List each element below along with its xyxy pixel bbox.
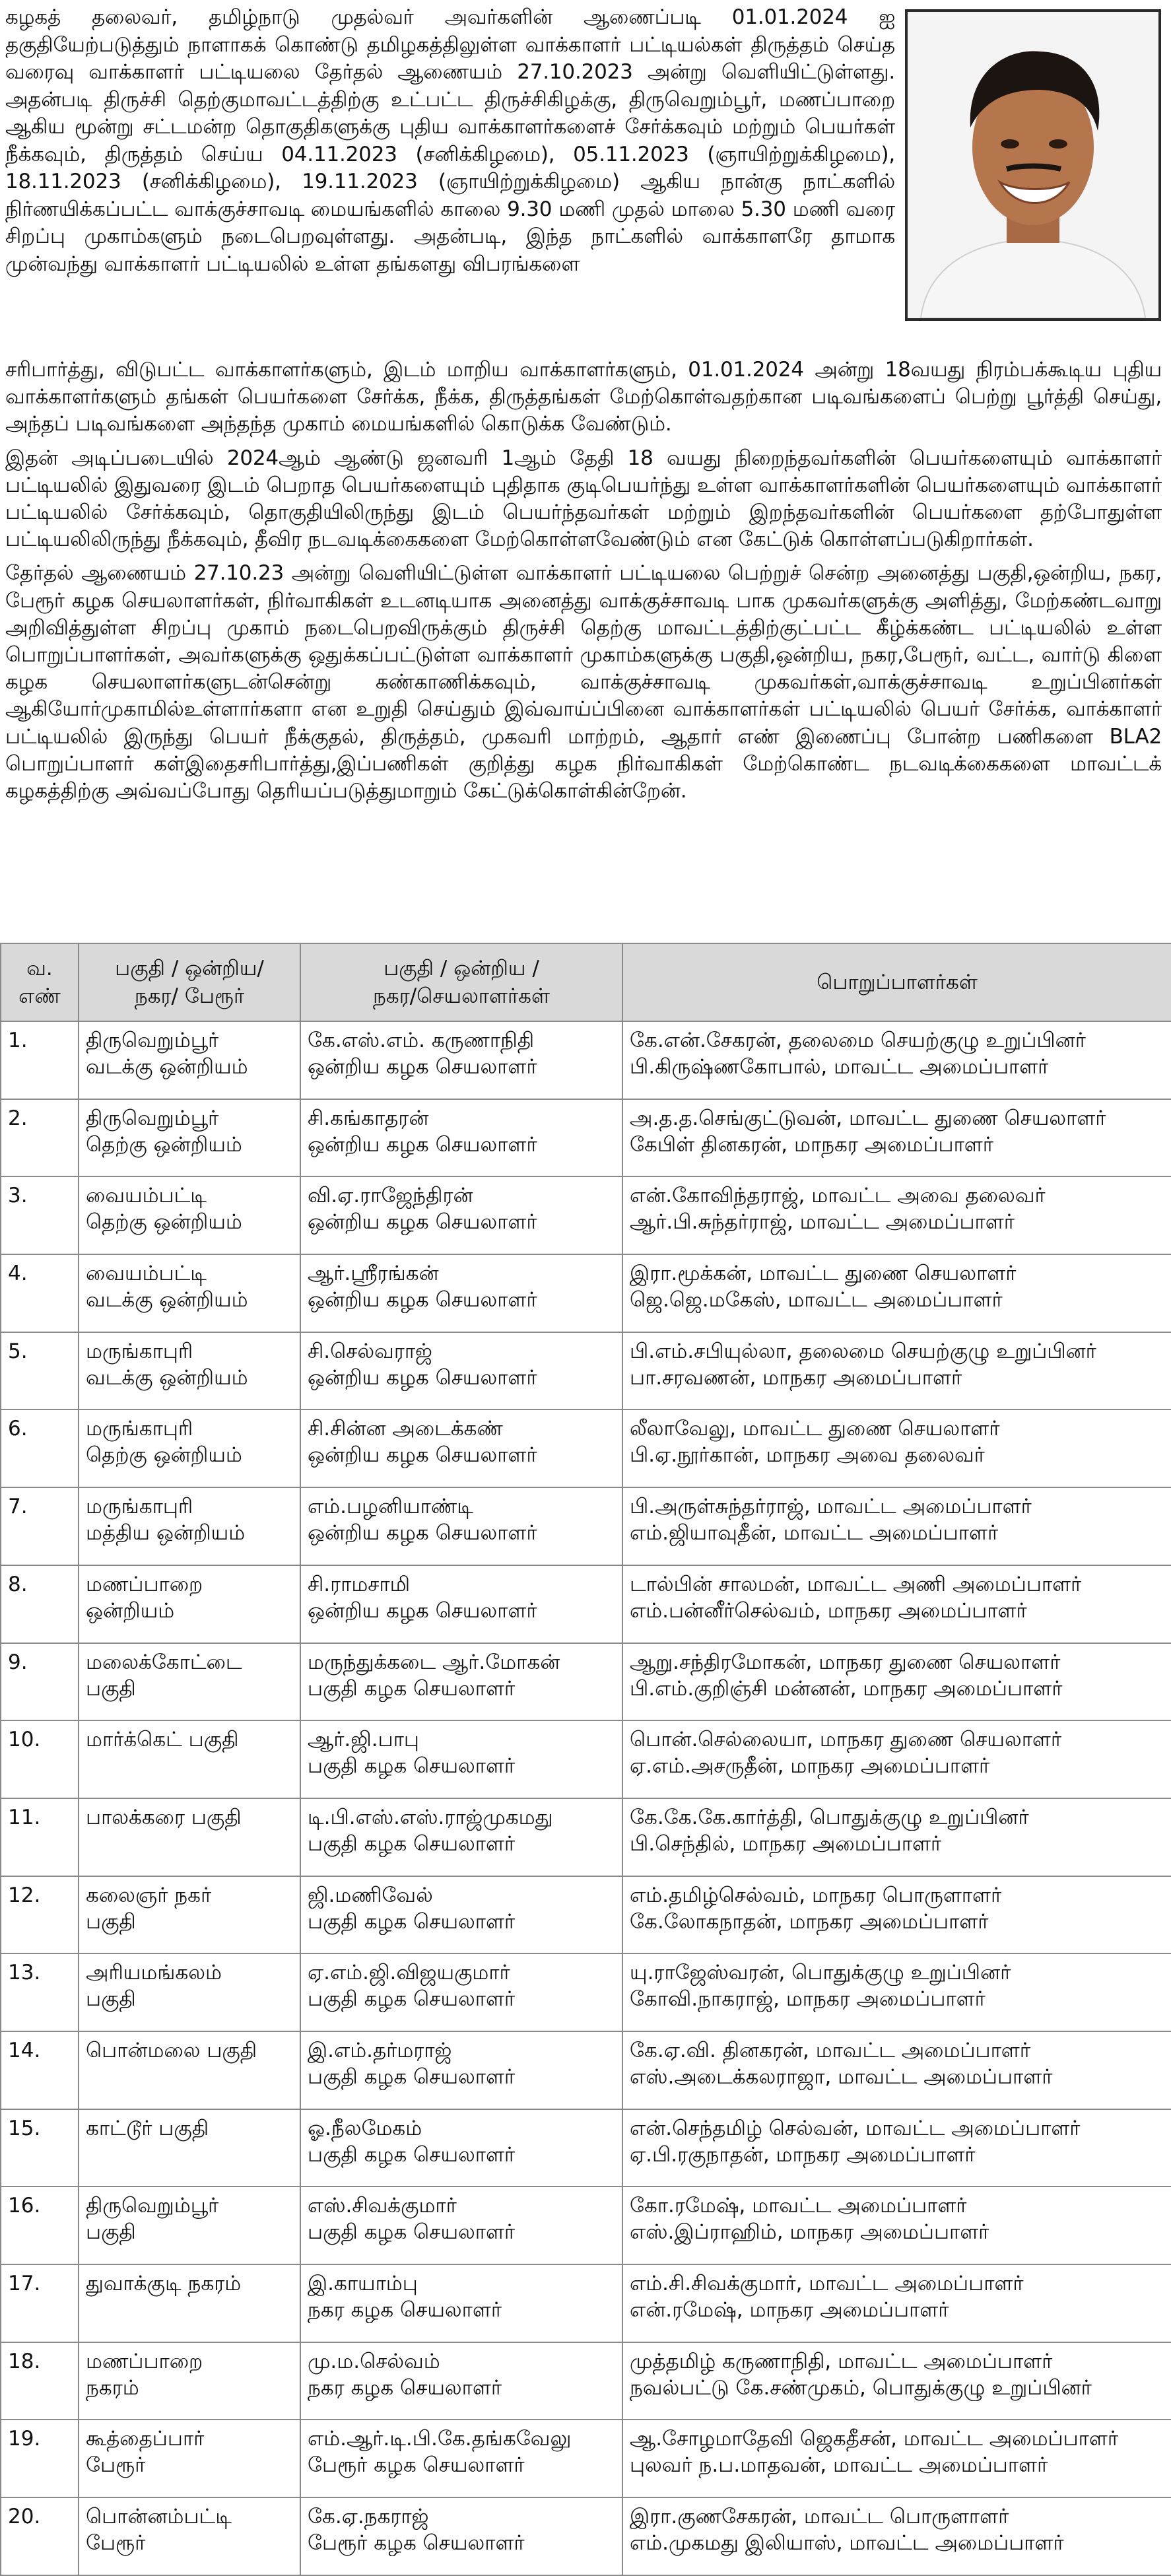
- cell-responsible: முத்தமிழ் கருணாநிதி, மாவட்ட அமைப்பாளர் நவல்பட்டு கே.சண்முகம், பொதுக்குழு உறுப்பினர்: [622, 2342, 1171, 2420]
- cell-serial: 14.: [1, 2031, 79, 2109]
- cell-responsible: கோ.ரமேஷ், மாவட்ட அமைப்பாளர் எஸ்.இப்ராஹிம், மாநகர அமைப்பாளர்: [622, 2186, 1171, 2264]
- cell-area: மருங்காபுரி மத்திய ஒன்றியம்: [79, 1487, 300, 1565]
- cell-serial: 11.: [1, 1798, 79, 1876]
- intro-text-1-cont: சரிபார்த்து, விடுபட்ட வாக்காளர்களும், இடம் மாறிய வாக்காளர்களும், 01.01.2024 அன்று 18வயது நிரம்பக்கூடிய புதிய வாக்காளர்களும் தங்கள் பெயர்களை சேர்க்க, நீக்க, திருத்தங்கள் மேற்கொள்வதற்கான படிவங்களைப் பெற்று பூர்த்தி செய்து, அந்தப் படிவங்களை அந்தந்த முகாம் மையங்களில் கொடுக்க வேண்டும்.: [5, 358, 1162, 436]
- cell-serial: 1.: [1, 1021, 79, 1099]
- cell-area: திருவெறும்பூர் வடக்கு ஒன்றியம்: [79, 1021, 300, 1099]
- cell-secretary: எம்.ஆர்.டி.பி.கே.தங்கவேலு பேரூர் கழக செயலாளர்: [300, 2420, 622, 2497]
- intro-text-1: கழகத் தலைவர், தமிழ்நாடு முதல்வர் அவர்களின் ஆணைப்படி 01.01.2024 ஐ தகுதியேற்படுத்தும் நாளாகக் கொண்டு தமிழகத்திலுள்ள வாக்காளர் பட்டியல்கள் திருத்தம் செய்த வரைவு வாக்காளர் பட்டியலை தேர்தல் ஆணையம் 27.10.2023 அன்று வெளியிட்டுள்ளது. அதன்படி திருச்சி தெற்குமாவட்டத்திற்கு உட்பட்ட திருச்சிகிழக்கு, திருவெறும்பூர், மணப்பாறை ஆகிய மூன்று சட்டமன்ற தொகுதிகளுக்கு புதிய வாக்காளர்களைச் சேர்க்கவும் மற்றும் பெயர்கள் நீக்கவும், திருத்தம் செய்ய 04.11.2023 (சனிக்கிழமை), 05.11.2023 (ஞாயிற்றுக்கிழமை), 18.11.2023 (சனிக்கிழமை), 19.11.2023 (ஞாயிற்றுக்கிழமை) ஆகிய நான்கு நாட்களில் நிர்ணயிக்கப்பட்ட வாக்குச்சாவடி மையங்களில் காலை 9.30 மணி முதல் மாலை 5.30 மணி வரை சிறப்பு முகாம்களும் நடைபெறவுள்ளது. அதன்படி, இந்த நாட்களில் வாக்காளரே தாமாக முன்வந்து வாக்காளர் பட்டியலில் உள்ள தங்களது விபரங்களை: [5, 5, 895, 276]
- table-row: [1, 1409, 1171, 1487]
- cell-secretary: மருந்துக்கடை ஆர்.மோகன் பகுதி கழக செயலாளர்: [300, 1643, 622, 1721]
- cell-area: மணப்பாறை நகரம்: [79, 2342, 300, 2420]
- cell-secretary: சி.சின்ன அடைக்கண் ஒன்றிய கழக செயலாளர்: [300, 1409, 622, 1487]
- cell-responsible: டால்பின் சாலமன், மாவட்ட அணி அமைப்பாளர் எம்.பன்னீர்செல்வம், மாநகர அமைப்பாளர்: [622, 1565, 1171, 1643]
- responsibility-table: [0, 943, 1171, 2576]
- table-row: [1, 1565, 1171, 1643]
- cell-secretary: மு.ம.செல்வம் நகர கழக செயலாளர்: [300, 2342, 622, 2420]
- cell-area: துவாக்குடி நகரம்: [79, 2264, 300, 2342]
- intro-paragraph: [5, 4, 895, 278]
- cell-secretary: சி.செல்வராஜ் ஒன்றிய கழக செயலாளர்: [300, 1332, 622, 1410]
- table-row: [1, 2109, 1171, 2187]
- cell-responsible: என்.கோவிந்தராஜ், மாவட்ட அவை தலைவர் ஆர்.பி.சுந்தர்ராஜ், மாவட்ட அமைப்பாளர்: [622, 1176, 1171, 1254]
- cell-responsible: என்.செந்தமிழ் செல்வன், மாவட்ட அமைப்பாளர் ஏ.பி.ரகுநாதன், மாநகர அமைப்பாளர்: [622, 2109, 1171, 2187]
- cell-serial: 13.: [1, 1953, 79, 2031]
- cell-area: மருங்காபுரி தெற்கு ஒன்றியம்: [79, 1409, 300, 1487]
- cell-serial: 5.: [1, 1332, 79, 1410]
- cell-responsible: பி.அருள்சுந்தர்ராஜ், மாவட்ட அமைப்பாளர் எம்.ஜியாவுதீன், மாவட்ட அமைப்பாளர்: [622, 1487, 1171, 1565]
- table-row: [1, 2342, 1171, 2420]
- cell-area: காட்டூர் பகுதி: [79, 2109, 300, 2187]
- cell-secretary: ஆர்.ஜி.பாபு பகுதி கழக செயலாளர்: [300, 1720, 622, 1798]
- cell-serial: 4.: [1, 1254, 79, 1332]
- cell-secretary: ஓ.நீலமேகம் பகுதி கழக செயலாளர்: [300, 2109, 622, 2187]
- cell-area: மணப்பாறை ஒன்றியம்: [79, 1565, 300, 1643]
- table-row: [1, 1176, 1171, 1254]
- cell-serial: 16.: [1, 2186, 79, 2264]
- cell-responsible: கே.ஏ.வி. தினகரன், மாவட்ட அமைப்பாளர் எஸ்.அடைக்கலராஜா, மாவட்ட அமைப்பாளர்: [622, 2031, 1171, 2109]
- table-row: [1, 1099, 1171, 1177]
- cell-serial: 7.: [1, 1487, 79, 1565]
- table-row: [1, 1953, 1171, 2031]
- portrait-photo: [905, 9, 1161, 321]
- cell-area: மருங்காபுரி வடக்கு ஒன்றியம்: [79, 1332, 300, 1410]
- cell-secretary: எம்.பழனியாண்டி ஒன்றிய கழக செயலாளர்: [300, 1487, 622, 1565]
- table-row: [1, 1021, 1171, 1099]
- cell-responsible: எம்.சி.சிவக்குமார், மாவட்ட அமைப்பாளர் என்.ரமேஷ், மாநகர அமைப்பாளர்: [622, 2264, 1171, 2342]
- cell-serial: 15.: [1, 2109, 79, 2187]
- cell-serial: 10.: [1, 1720, 79, 1798]
- cell-secretary: வி.ஏ.ராஜேந்திரன் ஒன்றிய கழக செயலாளர்: [300, 1176, 622, 1254]
- table-row: [1, 2264, 1171, 2342]
- cell-responsible: கே.கே.கே.கார்த்தி, பொதுக்குழு உறுப்பினர் பி.செந்தில், மாநகர அமைப்பாளர்: [622, 1798, 1171, 1876]
- table-body: [1, 1021, 1171, 2575]
- cell-area: மலைக்கோட்டை பகுதி: [79, 1643, 300, 1721]
- cell-secretary: கே.எஸ்.எம். கருணாநிதி ஒன்றிய கழக செயலாளர்: [300, 1021, 622, 1099]
- cell-responsible: ஆ.சோழமாதேவி ஜெகதீசன், மாவட்ட அமைப்பாளர் புலவர் ந.ப.மாதவன், மாவட்ட அமைப்பாளர்: [622, 2420, 1171, 2497]
- cell-responsible: யு.ராஜேஸ்வரன், பொதுக்குழு உறுப்பினர் கோவி.நாகராஜ், மாநகர அமைப்பாளர்: [622, 1953, 1171, 2031]
- table-row: [1, 1487, 1171, 1565]
- cell-secretary: ஏ.எம்.ஜி.விஜயகுமார் பகுதி கழக செயலாளர்: [300, 1953, 622, 2031]
- cell-area: திருவெறும்பூர் பகுதி: [79, 2186, 300, 2264]
- cell-serial: 19.: [1, 2420, 79, 2497]
- header-responsible: பொறுப்பாளர்கள்: [622, 943, 1171, 1021]
- cell-area: வையம்பட்டி வடக்கு ஒன்றியம்: [79, 1254, 300, 1332]
- intro-continued: [5, 356, 1162, 811]
- cell-area: பொன்னம்பட்டி பேரூர்: [79, 2497, 300, 2575]
- table-row: [1, 1643, 1171, 1721]
- cell-responsible: லீலாவேலு, மாவட்ட துணை செயலாளர் பி.ஏ.நூர்கான், மாநகர அவை தலைவர்: [622, 1409, 1171, 1487]
- cell-secretary: கே.ஏ.நகராஜ் பேரூர் கழக செயலாளர்: [300, 2497, 622, 2575]
- table-row: [1, 2031, 1171, 2109]
- cell-secretary: ஆர்.ஸ்ரீரங்கன் ஒன்றிய கழக செயலாளர்: [300, 1254, 622, 1332]
- cell-serial: 17.: [1, 2264, 79, 2342]
- cell-serial: 6.: [1, 1409, 79, 1487]
- cell-responsible: இரா.குணசேகரன், மாவட்ட பொருளாளர் எம்.முகமது இலியாஸ், மாவட்ட அமைப்பாளர்: [622, 2497, 1171, 2575]
- cell-secretary: இ.எம்.தர்மராஜ் பகுதி கழக செயலாளர்: [300, 2031, 622, 2109]
- cell-responsible: பொன்.செல்லையா, மாநகர துணை செயலாளர் ஏ.எம்.அசருதீன், மாநகர அமைப்பாளர்: [622, 1720, 1171, 1798]
- cell-secretary: ஜி.மணிவேல் பகுதி கழக செயலாளர்: [300, 1876, 622, 1954]
- cell-serial: 12.: [1, 1876, 79, 1954]
- cell-area: கலைஞர் நகர் பகுதி: [79, 1876, 300, 1954]
- cell-responsible: கே.என்.சேகரன், தலைமை செயற்குழு உறுப்பினர் பி.கிருஷ்ணகோபால், மாவட்ட அமைப்பாளர்: [622, 1021, 1171, 1099]
- cell-area: கூத்தைப்பார் பேரூர்: [79, 2420, 300, 2497]
- cell-area: திருவெறும்பூர் தெற்கு ஒன்றியம்: [79, 1099, 300, 1177]
- cell-secretary: இ.காயாம்பு நகர கழக செயலாளர்: [300, 2264, 622, 2342]
- table-row: [1, 1798, 1171, 1876]
- table-row: [1, 1254, 1171, 1332]
- cell-area: அரியமங்கலம் பகுதி: [79, 1953, 300, 2031]
- header-secretary: பகுதி / ஒன்றிய / நகர/செயலாளர்கள்: [300, 943, 622, 1021]
- table-row: [1, 2497, 1171, 2575]
- cell-responsible: பி.எம்.சபியுல்லா, தலைமை செயற்குழு உறுப்பினர் பா.சரவணன், மாநகர அமைப்பாளர்: [622, 1332, 1171, 1410]
- cell-responsible: ஆறு.சந்திரமோகன், மாநகர துணை செயலாளர் பி.எம்.குறிஞ்சி மன்னன், மாநகர அமைப்பாளர்: [622, 1643, 1171, 1721]
- cell-responsible: இரா.மூக்கன், மாவட்ட துணை செயலாளர் ஜெ.ஜெ.மகேஸ், மாவட்ட அமைப்பாளர்: [622, 1254, 1171, 1332]
- cell-secretary: சி.ராமசாமி ஒன்றிய கழக செயலாளர்: [300, 1565, 622, 1643]
- cell-secretary: எஸ்.சிவக்குமார் பகுதி கழக செயலாளர்: [300, 2186, 622, 2264]
- cell-secretary: டி.பி.எஸ்.எஸ்.ராஜ்முகமது பகுதி கழக செயலாளர்: [300, 1798, 622, 1876]
- cell-serial: 8.: [1, 1565, 79, 1643]
- table-row: [1, 1876, 1171, 1954]
- cell-serial: 18.: [1, 2342, 79, 2420]
- intro-text-3: தேர்தல் ஆணையம் 27.10.23 அன்று வெளியிட்டுள்ள வாக்காளர் பட்டியலை பெற்றுச் சென்ற அனைத்து பகுதி,ஒன்றிய, நகர, பேரூர் கழக செயலாளர்கள், நிர்வாகிகள் உடனடியாக அனைத்து வாக்குச்சாவடி பாக முகவர்களுக்கு அளித்து, மேற்கண்டவாறு அறிவித்துள்ள சிறப்பு முகாம் நடைபெறவிருக்கும் திருச்சி தெற்கு மாவட்டத்திற்குட்பட்ட கீழ்க்கண்ட பட்டியலில் உள்ள பொறுப்பாளர்கள், அவர்களுக்கு ஒதுக்கப்பட்டுள்ள வாக்காளர் முகாம்களுக்கு பகுதி,ஒன்றிய, நகர,பேரூர், வட்ட, வார்டு கிளை கழக செயலாளர்களுடன்சென்று கண்காணிக்கவும், வாக்குச்சாவடி முகவர்கள்,வாக்குச்சாவடி உறுப்பினர்கள் ஆகியோர்முகாமில்உள்ளார்களா என உறுதி செய்தும் இவ்வாய்ப்பினை வாக்காளர்கள் பட்டியலில் பெயர் சேர்க்க, வாக்காளர் பட்டியலில் இருந்து பெயர் நீக்குதல், திருத்தம், முகவரி மாற்றம், ஆதார் எண் இணைப்பு போன்ற பணிகளை BLA2 பொறுப்பாளர் கள்இதைசரிபார்த்து,இப்பணிகள் குறித்து கழக நிர்வாகிகள் மேற்கொண்ட நடவடிக்கைகளை மாவட்டக் கழகத்திற்கு அவ்வப்போது தெரியப்படுத்துமாறும் கேட்டுக்கொள்கின்றேன்.: [5, 561, 1162, 803]
- table-row: [1, 2420, 1171, 2497]
- table-row: [1, 1720, 1171, 1798]
- table-header-row: [1, 943, 1171, 1021]
- cell-area: பொன்மலை பகுதி: [79, 2031, 300, 2109]
- cell-area: மார்க்கெட் பகுதி: [79, 1720, 300, 1798]
- header-serial: வ. எண்: [1, 943, 79, 1021]
- cell-area: வையம்பட்டி தெற்கு ஒன்றியம்: [79, 1176, 300, 1254]
- header-area: பகுதி / ஒன்றிய/ நகர/ பேரூர்: [79, 943, 300, 1021]
- cell-serial: 2.: [1, 1099, 79, 1177]
- cell-serial: 9.: [1, 1643, 79, 1721]
- table-row: [1, 1332, 1171, 1410]
- cell-serial: 3.: [1, 1176, 79, 1254]
- cell-area: பாலக்கரை பகுதி: [79, 1798, 300, 1876]
- cell-secretary: சி.கங்காதரன் ஒன்றிய கழக செயலாளர்: [300, 1099, 622, 1177]
- table-row: [1, 2186, 1171, 2264]
- cell-responsible: அ.த.த.செங்குட்டுவன், மாவட்ட துணை செயலாளர் கேபிள் தினகரன், மாநகர அமைப்பாளர்: [622, 1099, 1171, 1177]
- intro-text-2: இதன் அடிப்படையில் 2024ஆம் ஆண்டு ஜனவரி 1ஆம் தேதி 18 வயது நிறைந்தவர்களின் பெயர்களையும் வாக்காளர் பட்டியலில் இதுவரை இடம் பெறாத பெயர்களையும் புதிதாக குடிபெயர்ந்து உள்ள வாக்காளர்களின் பெயர்களையும் வாக்காளர் பட்டியலில் சேர்க்கவும், தொகுதியிலிருந்து இடம் பெயர்ந்தவர்கள் மற்றும் இறந்தவர்களின் பெயர்களை தற்போதுள்ள பட்டியலிலிருந்து நீக்கவும், தீவிர நடவடிக்கைகளை மேற்கொள்ளவேண்டும் என கேட்டுக் கொள்ளப்படுகிறார்கள்.: [5, 446, 1162, 552]
- person-portrait-icon: [908, 12, 1158, 318]
- cell-serial: 20.: [1, 2497, 79, 2575]
- cell-responsible: எம்.தமிழ்செல்வம், மாநகர பொருளாளர் கே.லோகநாதன், மாநகர அமைப்பாளர்: [622, 1876, 1171, 1954]
